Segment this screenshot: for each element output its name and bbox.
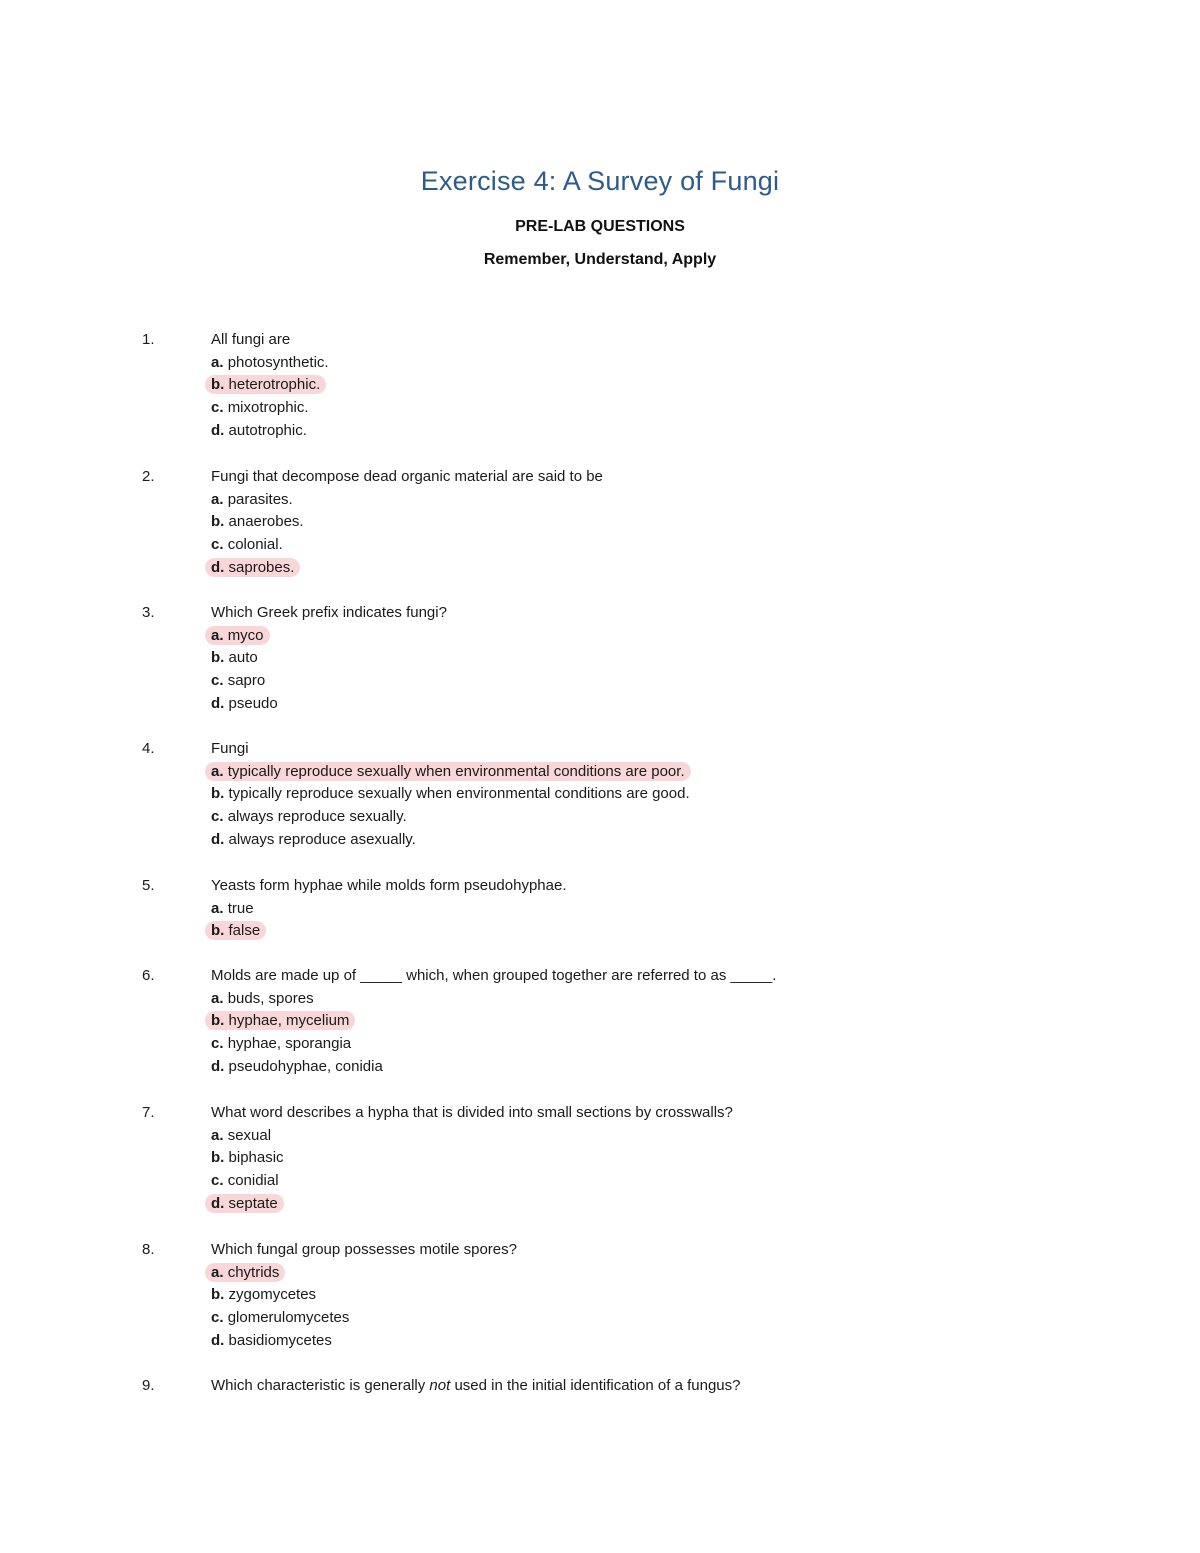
question-text: All fungi are <box>211 331 291 348</box>
option-a[interactable]: a. parasites. <box>211 490 293 508</box>
option-b-correct[interactable]: b. heterotrophic. <box>211 374 1111 397</box>
page-title: Exercise 4: A Survey of Fungi <box>420 166 780 196</box>
option-c[interactable]: c. glomerulomycetes <box>211 1309 350 1327</box>
question-number: 6. <box>142 967 155 984</box>
option-d[interactable]: d. autotrophic. <box>211 421 307 439</box>
option-a[interactable]: a. true <box>211 899 254 917</box>
option-c[interactable]: c. mixotrophic. <box>211 399 309 417</box>
option-b-correct[interactable]: b. hyphae, mycelium <box>211 1010 1111 1033</box>
question-text: Which fungal group possesses motile spores? <box>211 1241 517 1258</box>
option-d-correct[interactable]: d. septate <box>211 1193 1111 1216</box>
question-text: Yeasts form hyphae while molds form pseudohyphae. <box>211 877 567 894</box>
question-number: 7. <box>142 1104 155 1121</box>
section-heading: PRE-LAB QUESTIONS <box>515 218 685 235</box>
question-text: Molds are made up of _____ which, when grouped together are referred to as _____. <box>211 967 777 984</box>
option-c[interactable]: c. always reproduce sexually. <box>211 808 407 826</box>
option-b[interactable]: b. typically reproduce sexually when environmental conditions are good. <box>211 785 690 803</box>
option-b-correct[interactable]: b. false <box>211 920 1111 943</box>
option-d[interactable]: d. pseudohyphae, conidia <box>211 1057 383 1075</box>
question-text: Which characteristic is generally not used in the initial identification of a fungus? <box>211 1377 741 1394</box>
learning-levels: Remember, Understand, Apply <box>483 251 717 268</box>
question-text: Which Greek prefix indicates fungi? <box>211 604 447 621</box>
option-d[interactable]: d. pseudo <box>211 694 278 712</box>
question-text: What word describes a hypha that is divided into small sections by crosswalls? <box>211 1104 733 1121</box>
option-a[interactable]: a. photosynthetic. <box>211 353 329 371</box>
option-d-correct[interactable]: d. saprobes. <box>211 557 1111 580</box>
question-number: 5. <box>142 877 155 894</box>
option-b[interactable]: b. anaerobes. <box>211 513 304 531</box>
option-b[interactable]: b. auto <box>211 649 258 667</box>
emphasis-not: not <box>429 1377 451 1394</box>
option-d[interactable]: d. always reproduce asexually. <box>211 830 416 848</box>
question-number: 1. <box>142 331 155 348</box>
question-number: 2. <box>142 468 155 485</box>
option-b[interactable]: b. zygomycetes <box>211 1286 317 1304</box>
option-a[interactable]: a. buds, spores <box>211 989 314 1007</box>
question-text: Fungi <box>211 740 249 757</box>
option-a-correct[interactable]: a. myco <box>211 625 1111 648</box>
option-a[interactable]: a. sexual <box>211 1126 272 1144</box>
option-b[interactable]: b. biphasic <box>211 1149 284 1167</box>
option-c[interactable]: c. hyphae, sporangia <box>211 1035 352 1053</box>
option-a-correct[interactable]: a. typically reproduce sexually when environmental conditions are poor. <box>211 761 1111 784</box>
option-c[interactable]: c. conidial <box>211 1172 279 1190</box>
option-c[interactable]: c. colonial. <box>211 536 283 554</box>
question-text: Fungi that decompose dead organic material are said to be <box>211 468 603 485</box>
option-c[interactable]: c. sapro <box>211 672 266 690</box>
option-a-correct[interactable]: a. chytrids <box>211 1262 1111 1285</box>
question-number: 9. <box>142 1377 155 1394</box>
option-d[interactable]: d. basidiomycetes <box>211 1331 332 1349</box>
question-number: 3. <box>142 604 155 621</box>
question-number: 4. <box>142 740 155 757</box>
question-number: 8. <box>142 1241 155 1258</box>
